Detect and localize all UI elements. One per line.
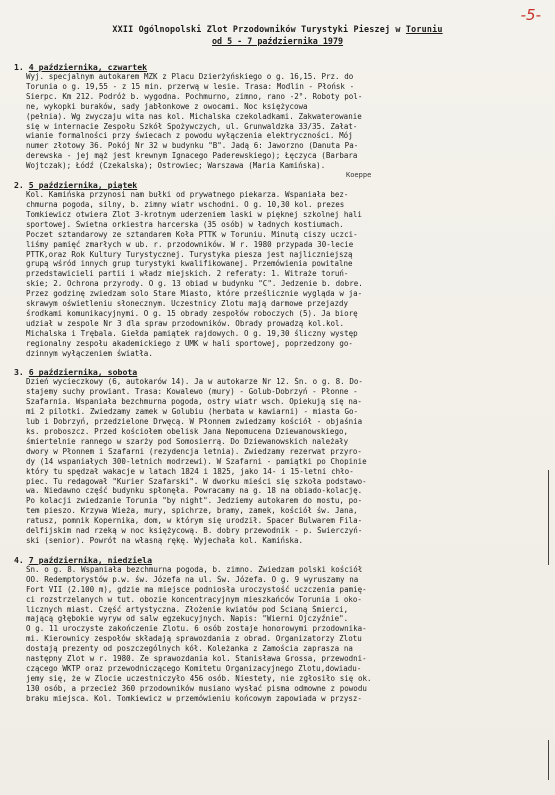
section-label: 4 października, czwartek xyxy=(28,62,148,72)
text-line: mi. Kierownicy zespołów składają sprawozdania z obrad. Organizatorzy Zlotu xyxy=(26,634,362,644)
title-city: Toruniu xyxy=(405,24,443,34)
text-line: Wojtczak); Łódź (Czekalska); Ostrowiec; Warszawa (Maria Kamińska). xyxy=(26,161,326,171)
section-label: 5 października, piątek xyxy=(28,180,138,191)
text-line: Torunia o g. 19,55 - z 15 min. przerwą w lesie. Trasa: Modlin - Płońsk - xyxy=(26,81,355,91)
page-number: -5- xyxy=(520,6,541,24)
text-line: PTTK,oraz Rok Kultury Turystycznej. Turystyka piesza jest najliczniejszą xyxy=(26,249,353,259)
text-line: Sierpc. Km 212. Podróż b. wygodna. Pochmurno, zimno, rano -2°. Roboty pol- xyxy=(26,91,363,101)
text-line: skie; 2. Ochrona przyrody. O g. 13 obiad w budynku "C". Jedzenie b. dobre. xyxy=(26,279,363,289)
document-header xyxy=(0,24,555,46)
margin-line xyxy=(548,470,549,565)
text-line: czącego WKTP oraz przewodniczącego Komitetu Organizacyjnego Zlotu,dowiadu- xyxy=(26,663,362,673)
text-line: ski (senior). Powrót na własną rękę. Wyjechała kol. Kamińska. xyxy=(26,535,304,545)
text-line: OO. Redemptorystów p.w. św. Józefa na ul. Św. Józefa. O g. 9 wyruszamy na xyxy=(26,574,359,584)
text-line: dwory w Płonnem i Szafarni (rezydencja letnia). Zwiedzamy rezerwat przyro- xyxy=(26,446,362,456)
section-body xyxy=(26,72,547,171)
text-line: śmiertelnie rannego w szarży pod Somosierrą. Do Dziewanowskich należały xyxy=(26,436,349,446)
text-line: Wyj. specjalnym autokarem MZK z Placu Dzierżyńskiego o g. 16,15. Prz. do xyxy=(26,72,354,81)
text-line: tem pieszo. Krzywa Wieża, mury, spichrze, bramy, zamek, kościół św. Jana, xyxy=(26,506,358,516)
text-line: mi 2 pilotki. Zwiedzamy zamek w Golubiu (herbata w kawiarni) - miasta Go- xyxy=(26,407,359,417)
section-heading xyxy=(14,555,547,565)
section-number: 1. xyxy=(14,62,24,72)
section-label: 7 października, niedziela xyxy=(28,554,153,565)
text-line: O g. 11 uroczyste zakończenie Zlotu. 6 osób zostaje honorowymi przodownika- xyxy=(26,624,367,634)
text-line: ci rozstrzelanych w tut. obozie koncentracyjnym mieszkańców Torunia i oko- xyxy=(26,594,362,604)
section-day-2 xyxy=(14,180,547,358)
text-line: Fort VII (2.100 m), gdzie ma miejsce podniosła uroczystość uczczenia pamię- xyxy=(26,584,367,594)
text-line: delfijskim nad rzeką w noc księżycową. B. dobry przewodnik - p. Świerczyń- xyxy=(26,526,363,536)
handwritten-correction: Koeppe xyxy=(346,171,372,179)
diary-sections xyxy=(14,62,547,713)
text-line: ne, wykopki buraków, sady jabłonkowe z owocami. Noc księżycowa xyxy=(26,101,308,111)
section-body xyxy=(26,377,547,545)
text-line: derewska - jej mąż jest krewnym Ignacego Paderewskiego); Łęczyca (Barbara xyxy=(26,151,358,161)
section-number: 3. xyxy=(14,367,24,378)
text-line: ks. proboszcz. Przed kościołem obelisk Jana Nepomucena Dziewanowskiego, xyxy=(26,427,348,436)
section-label: 6 października, sobota xyxy=(28,367,138,378)
section-day-3 xyxy=(14,367,547,545)
text-line: ratusz, pomnik Kopernika, dom, w którym się urodził. Spacer Bulwarem Fila- xyxy=(26,516,363,526)
text-line: stajemy suchy prowiant. Trasa: Kowalewo (mury) - Golub-Dobrzyń - Płonne - xyxy=(26,387,358,397)
text-line: sportowej. Świetna orkiestra harcerska (35 osób) w ładnych kostiumach. xyxy=(26,219,344,229)
text-line: Michalska i Trębala. Giełda pamiątek rajdowych. O g. 19,30 śliczny występ xyxy=(26,328,358,338)
text-line: Tomkiewicz otwiera Zlot 3-krotnym uderzeniem laski w pięknej szkolnej hali xyxy=(26,209,362,219)
text-line: piec. Tu redagował "Kurier Szafarski". W dworku mieści się szkoła podstawo- xyxy=(26,476,367,486)
margin-line xyxy=(548,740,549,780)
text-line: środkami komunikacyjnymi. O g. 15 obrady zespołów roboczych (5). Ja biorę xyxy=(26,308,358,318)
text-line: który tu spędzał wakacje w latach 1824 i 1825, jako 14- i 15-letni chło- xyxy=(26,466,354,476)
text-line: braku miejsca. Kol. Tomkiewicz w przemówieniu końcowym zapowiada w przysz- xyxy=(26,693,362,703)
text-line: przedstawicieli partii i władz miejskich. 2 referaty: 1. Witraże toruń- xyxy=(26,269,349,279)
text-line: dostają prezenty od poszczególnych kół. Koleżanka z Zamościa zaprasza na xyxy=(26,644,353,654)
text-line: Śn. o g. 8. Wspaniała bezchmurna pogoda, b. zimno. Zwiedzam polski kościół xyxy=(26,564,363,574)
section-number: 4. xyxy=(14,554,24,565)
text-line: wianie formalności przy świecach z powodu wyłączenia elektryczności. Mój xyxy=(26,131,353,141)
section-heading xyxy=(14,180,547,190)
text-line: lub i Dobrzyń, przedzielone Drwęcą. W Płonnem zwiedzamy kościół - objaśnia xyxy=(26,417,363,427)
text-line: Po kolacji zwiedzanie Torunia "by night". Jedziemy autokarem do mostu, po- xyxy=(26,496,363,506)
text-line: Poczet sztandarowy ze sztandarem Koła PTTK w Toruniu. Minutą ciszy uczci- xyxy=(26,229,358,239)
text-line: jemy się, że w Zlocie uczestniczyło 456 osób. Niestety, nie zgłosiło się ok. xyxy=(26,673,372,683)
text-line: mającą głębokie wyryw od salw egzekucyjnych. Napis: "Wierni Ojczyźnie". xyxy=(26,614,349,624)
text-line: wa. Niedawno część budynku spłonęła. Powracamy na g. 18 na obiado-kolację. xyxy=(26,486,363,496)
text-line: skrawym oświetleniu słonecznym. Uczestnicy Zlotu mają darmowe przejazdy xyxy=(26,299,348,309)
text-line: następny Zlot w r. 1980. Ze sprawozdania kol. Stanisława Grossa, przewodni- xyxy=(26,654,367,664)
text-line: Kol. Kamińska przynosi nam bułki od prywatnego piekarza. Wspaniała bez- xyxy=(26,190,349,200)
text-line: dzinnym wyłączeniem światła. xyxy=(26,348,153,358)
text-line: dy (14 wspaniałych 300-letnich modrzewi). W Szafarni - pamiątki po Chopinie xyxy=(26,456,367,466)
section-number: 2. xyxy=(14,180,24,191)
text-line: numer złotowy 36. Pokój Nr 32 w budynku "B". Jadą 6: Jaworzno (Danuta Pa- xyxy=(26,141,359,151)
text-line: grupą wśród innych grup turystyki kwalifikowanej. Przemówienia powitalne xyxy=(26,259,353,269)
section-heading xyxy=(14,367,547,377)
text-line: chmurna pogoda, silny, b. zimny wiatr wschodni. O g. 10,30 kol. prezes xyxy=(26,199,345,209)
text-line: Przez godzinę zwiedzam solo Stare Miasto, które prześlicznie wygląda w ja- xyxy=(26,289,363,299)
text-line: liśmy pamięć zmarłych w ub. r. przodowników. W r. 1980 przypada 30-lecie xyxy=(26,239,354,249)
text-line: udział w zespole Nr 3 dla spraw przodowników. Obrady prowadzą kol.kol. xyxy=(26,318,345,328)
section-body xyxy=(26,190,547,358)
section-body xyxy=(26,565,547,704)
section-heading xyxy=(14,62,547,72)
section-day-1 xyxy=(14,62,547,171)
section-day-4 xyxy=(14,555,547,704)
text-line: Szafarnia. Wspaniała bezchmurna pogoda, ostry wiatr wsch. Opiekują się na- xyxy=(26,397,362,407)
text-line: 130 osób, a przecież 360 przodowników musiano wysłać pisma odmowne z powodu xyxy=(26,683,367,693)
text-line: licznych miast. Część artystyczna. Złożenie kwiatów pod Ścianą Śmierci, xyxy=(26,604,349,614)
document-subtitle: od 5 - 7 października 1979 xyxy=(211,36,344,46)
title-prefix: XXII Ogólnopolski Zlot Przodowników Turystyki Pieszej w xyxy=(112,24,406,34)
document-title xyxy=(0,24,555,34)
text-line: Dzień wycieczkowy (6, autokarów 14). Ja w autokarze Nr 12. Śn. o g. 8. Do- xyxy=(26,377,363,387)
text-line: (pełnia). Wg zwyczaju wita nas kol. Michalska czekoladkami. Zakwaterowanie xyxy=(26,111,362,121)
text-line: regionalny zespołu akademickiego z UMK w hali sportowej, poprzedzony go- xyxy=(26,338,353,348)
text-line: się w internacie Zespołu Szkół Spożywczych, ul. Grunwaldzka 33/35. Załat- xyxy=(26,121,358,131)
